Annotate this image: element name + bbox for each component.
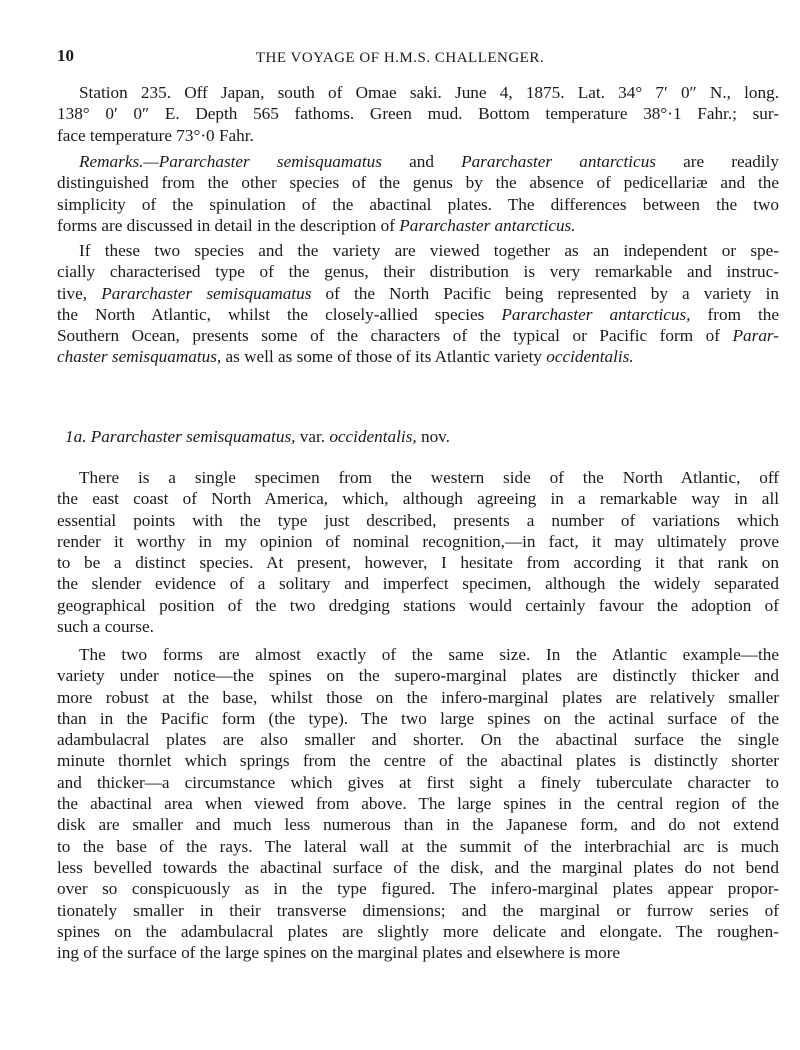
text-line	[57, 552, 779, 573]
text-line	[57, 125, 779, 146]
text-line	[57, 772, 779, 793]
italic-text: Pararchaster antarcticus	[461, 152, 656, 171]
text: distinguished from the other species of the genus by the absence of pedicellariæ and the	[57, 173, 779, 193]
text-line	[57, 215, 779, 236]
text-line	[57, 172, 779, 193]
text-line	[57, 82, 779, 103]
text: to be a distinct species. At present, however, I hesitate from according it that rank on	[57, 553, 779, 573]
text-line	[57, 942, 779, 963]
text: the abactinal area when viewed from above. The large spines in the central region of the	[57, 794, 779, 814]
text: more robust at the base, whilst those on the infero-marginal plates are relatively smaller	[57, 687, 779, 707]
text: 138° 0′ 0″ E. Depth 565 fathoms. Green mud. Bottom temperature 38°·1 Fahr.; sur-	[57, 104, 779, 124]
italic-text: Pararchaster antarcticus,	[501, 304, 691, 324]
text-line	[57, 304, 779, 325]
text-line	[57, 531, 779, 552]
text: essential points with the type just described, presents a number of variations which	[57, 510, 779, 530]
text-line	[57, 573, 779, 594]
italic-text: occidentalis,	[329, 427, 417, 446]
text-line	[57, 151, 779, 172]
italic-text: Pararchaster antarcticus.	[399, 215, 576, 235]
italic-text: 1a. Pararchaster semisquamatus,	[65, 427, 296, 446]
text-line	[57, 261, 779, 282]
text: the North Atlantic, whilst the closely-allied species	[57, 304, 502, 324]
text: If these two species and the variety are viewed together as an independent or spe-	[79, 241, 779, 260]
text: over so conspicuously as in the type figured. The infero-marginal plates appear propor-	[57, 879, 779, 899]
text: nov.	[416, 427, 450, 446]
text: forms are discussed in detail in the description of	[57, 215, 400, 235]
text: tive,	[57, 283, 102, 303]
text: and	[381, 152, 462, 171]
text: render it worthy in my opinion of nominal recognition,—in fact, it may ultimately prove	[57, 531, 779, 551]
text-line	[57, 708, 779, 729]
italic-text: Parar-	[732, 326, 779, 346]
text: disk are smaller and much less numerous than in the Japanese form, and do not extend	[57, 815, 779, 835]
text: variety under notice—the spines on the supero-marginal plates are distinctly thicker and	[57, 666, 779, 686]
section-heading	[57, 426, 779, 447]
text-line	[57, 644, 779, 665]
text-line	[57, 325, 779, 346]
text-line	[57, 857, 779, 878]
text: minute thornlet which springs from the centre of the abactinal plates is distinctly shorter	[57, 751, 779, 771]
text-line	[57, 687, 779, 708]
text-line	[57, 283, 779, 304]
text: the east coast of North America, which, although agreeing in a remarkable way in all	[57, 489, 779, 509]
text-line	[57, 346, 779, 367]
text: and thicker—a circumstance which gives at first sight a finely tuberculate character to	[57, 772, 779, 792]
text: Southern Ocean, presents some of the characters of the typical or Pacific form of	[57, 326, 733, 346]
text: of the North Pacific being represented by a variety in	[311, 283, 780, 303]
text: from the	[690, 304, 779, 324]
text: simplicity of the spinulation of the abactinal plates. The differences between the two	[57, 194, 779, 214]
text-line	[57, 595, 779, 616]
text-line	[57, 814, 779, 835]
italic-text: Remarks.—Pararchaster semisquamatus	[79, 152, 382, 171]
paragraph	[57, 82, 779, 146]
text: There is a single specimen from the western side of the North Atlantic, off	[79, 468, 779, 487]
text-line	[57, 616, 779, 637]
paragraph	[57, 151, 779, 236]
text-line	[57, 467, 779, 488]
paragraph	[57, 240, 779, 368]
text-line	[57, 426, 779, 447]
text: spines on the adambulacral plates are slightly more delicate and elongate. The roughen-	[57, 921, 779, 941]
text: cially characterised type of the genus, their distribution is very remarkable and instruc-	[57, 262, 779, 282]
text: as well as some of those of its Atlantic variety	[221, 347, 547, 367]
text: face temperature 73°·0 Fahr.	[57, 125, 254, 145]
text: such a course.	[57, 617, 154, 637]
text: the slender evidence of a solitary and imperfect specimen, although the widely separated	[57, 574, 779, 594]
text-line	[57, 836, 779, 857]
text: to the base of the rays. The lateral wall at the summit of the interbrachial arc is much	[57, 836, 779, 856]
text-line	[57, 510, 779, 531]
text: less bevelled towards the abactinal surface of the disk, and the marginal plates do not bend	[57, 857, 779, 877]
text-line	[57, 488, 779, 509]
text-line	[57, 900, 779, 921]
text: adambulacral plates are also smaller and shorter. On the abactinal surface the single	[57, 730, 779, 750]
text-line	[57, 750, 779, 771]
text-line	[57, 921, 779, 942]
paragraph	[57, 644, 779, 963]
text: tionately smaller in their transverse dimensions; and the marginal or furrow series of	[57, 900, 779, 920]
text-line	[57, 793, 779, 814]
text: var.	[295, 427, 330, 446]
text-line	[57, 878, 779, 899]
italic-text: occidentalis.	[546, 347, 634, 367]
page-number: 10	[57, 46, 74, 65]
text-line	[57, 665, 779, 686]
text: The two forms are almost exactly of the same size. In the Atlantic example—the	[79, 645, 779, 664]
text-line	[57, 240, 779, 261]
running-head: THE VOYAGE OF H.M.S. CHALLENGER.	[255, 50, 545, 66]
text: Station 235. Off Japan, south of Omae saki. June 4, 1875. Lat. 34° 7′ 0″ N., long.	[79, 83, 779, 102]
text: than in the Pacific form (the type). The two large spines on the actinal surface of the	[57, 708, 779, 728]
text: are readily	[655, 152, 780, 171]
text: ing of the surface of the large spines on the marginal plates and elsewhere is more	[57, 943, 621, 963]
paragraph	[57, 467, 779, 637]
text-line	[57, 103, 779, 124]
text: geographical position of the two dredging stations would certainly favour the adoption of	[57, 595, 779, 615]
text-line	[57, 729, 779, 750]
italic-text: chaster semisquamatus,	[57, 347, 222, 367]
italic-text: Pararchaster semisquamatus	[101, 283, 312, 303]
text-line	[57, 194, 779, 215]
